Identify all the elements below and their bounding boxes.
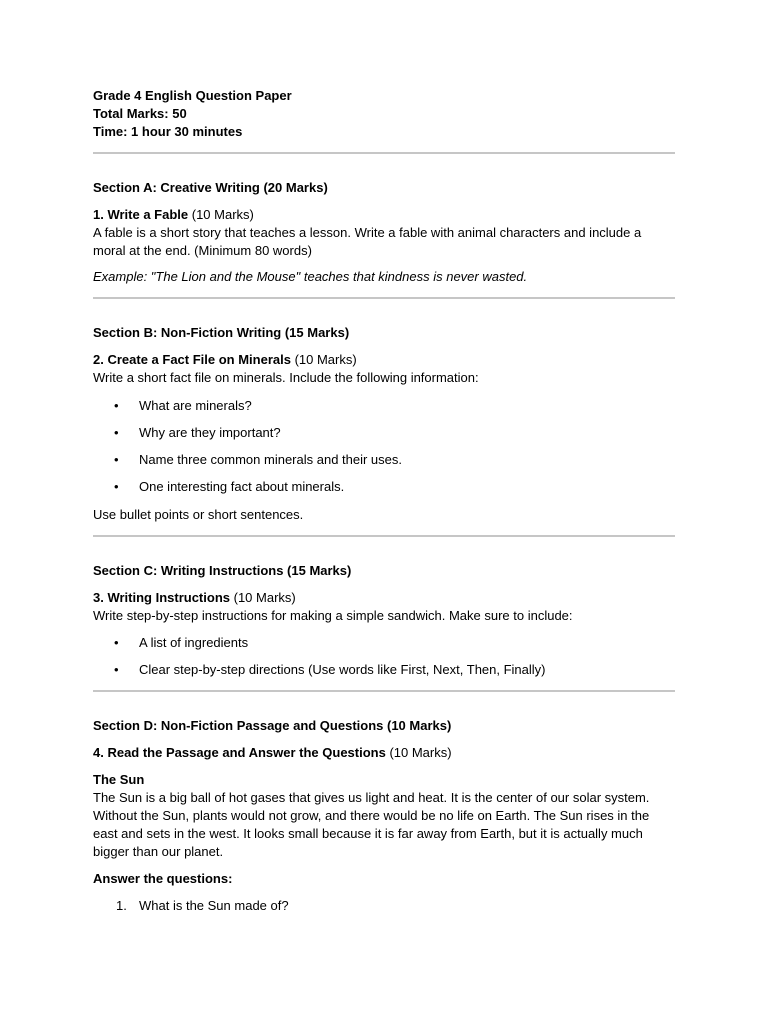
list-item-text: One interesting fact about minerals. [139, 479, 345, 494]
paper-title: Grade 4 English Question Paper [93, 88, 292, 103]
passage-title: The Sun [93, 772, 145, 787]
list-item-text: What are minerals? [139, 398, 252, 413]
question-2-title [93, 351, 675, 369]
divider [93, 690, 675, 692]
list-item [93, 897, 675, 915]
answer-heading: Answer the questions: [93, 871, 233, 886]
section-b-heading: Section B: Non-Fiction Writing (15 Marks) [93, 325, 350, 340]
question-2-label: 2. Create a Fact File on Minerals [93, 352, 291, 367]
list-item-text: Name three common minerals and their uses. [139, 452, 403, 467]
bullet-icon: • [114, 662, 119, 677]
bullet-icon: • [114, 452, 119, 467]
list-item-text: A list of ingredients [139, 635, 249, 650]
list-item-text: Why are they important? [139, 425, 281, 440]
question-3-marks: (10 Marks) [230, 590, 296, 605]
list-item [93, 661, 675, 679]
question-1-marks: (10 Marks) [188, 207, 254, 222]
list-item [93, 634, 675, 652]
time-allowed: Time: 1 hour 30 minutes [93, 124, 243, 139]
question-4-title [93, 744, 675, 762]
question-4-marks: (10 Marks) [385, 745, 452, 760]
question-text: What is the Sun made of? [139, 898, 289, 913]
question-1-label: 1. Write a Fable [93, 207, 189, 222]
list-item [93, 397, 675, 415]
total-marks: Total Marks: 50 [93, 106, 187, 121]
passage-body: The Sun is a big ball of hot gases that gives us light and heat. It is the center of our solar system. Without the Sun, plants would not grow, and there would be no life on Earth. The Sun rises in the east and sets in the west. It looks small because it is far away from Earth, but it is actually much bigger than our planet. [93, 790, 650, 859]
question-number: 1. [116, 898, 127, 913]
question-4-label: 4. Read the Passage and Answer the Questions [93, 745, 386, 760]
list-item [93, 424, 675, 442]
question-paper [93, 87, 675, 915]
divider [93, 535, 675, 537]
question-1-body: A fable is a short story that teaches a lesson. Write a fable with animal characters and include a moral at the end. (Minimum 80 words) [93, 225, 642, 258]
list-item [93, 478, 675, 496]
question-3-title [93, 589, 675, 607]
question-2-marks: (10 Marks) [290, 352, 357, 367]
bullet-icon: • [114, 635, 119, 650]
section-d-heading: Section D: Non-Fiction Passage and Questions (10 Marks) [93, 718, 452, 733]
minerals-bullet-list [93, 397, 675, 496]
section-a-heading: Section A: Creative Writing (20 Marks) [93, 180, 328, 195]
question-1-title [93, 206, 675, 224]
sun-questions-list [93, 897, 675, 915]
bullet-icon: • [114, 425, 119, 440]
question-2-outro: Use bullet points or short sentences. [93, 507, 304, 522]
question-2-intro: Write a short fact file on minerals. Include the following information: [93, 370, 479, 385]
bullet-icon: • [114, 398, 119, 413]
divider [93, 152, 675, 154]
divider [93, 297, 675, 299]
bullet-icon: • [114, 479, 119, 494]
section-c-heading: Section C: Writing Instructions (15 Marks) [93, 563, 352, 578]
question-1-example: Example: "The Lion and the Mouse" teaches that kindness is never wasted. [93, 269, 528, 284]
list-item [93, 451, 675, 469]
list-item-text: Clear step-by-step directions (Use words like First, Next, Then, Finally) [139, 662, 546, 677]
question-3-intro: Write step-by-step instructions for making a simple sandwich. Make sure to include: [93, 608, 573, 623]
sandwich-bullet-list [93, 634, 675, 679]
question-3-label: 3. Writing Instructions [93, 590, 230, 605]
